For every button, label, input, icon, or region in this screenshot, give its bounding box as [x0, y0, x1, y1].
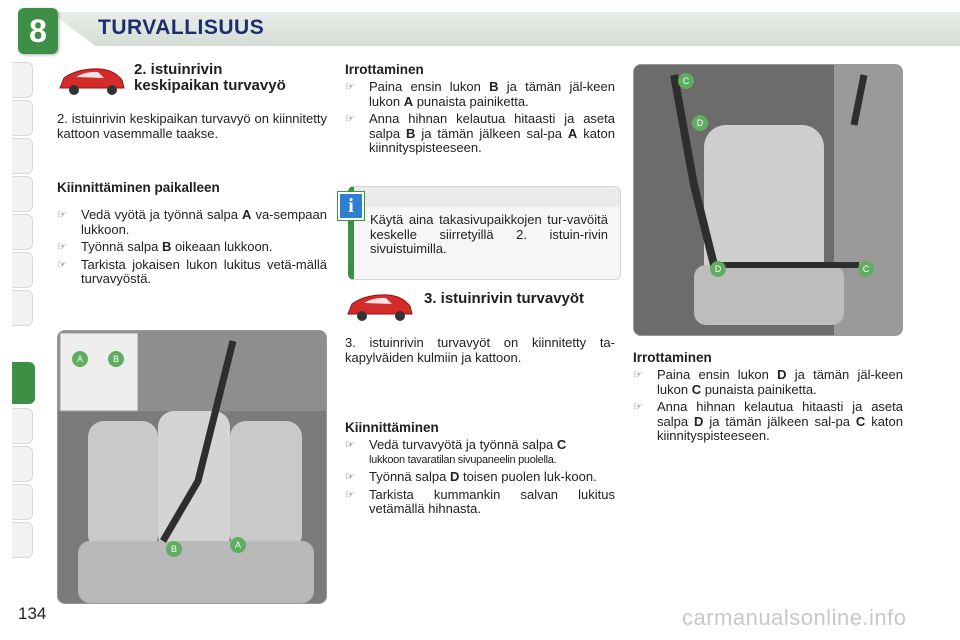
label-marker: A	[72, 351, 88, 367]
chapter-tab-active[interactable]	[12, 362, 35, 404]
subheading: Irrottaminen	[345, 62, 424, 77]
section-title-line: 2. istuinrivin	[134, 61, 223, 78]
release-steps	[345, 80, 615, 159]
step-text: punaista painiketta.	[701, 381, 817, 397]
part-letter: D	[694, 413, 704, 429]
list-item	[345, 112, 615, 156]
chapter-tab[interactable]	[12, 252, 33, 288]
list-item	[345, 438, 615, 467]
step-text: toisen puolen luk-koon.	[459, 469, 597, 484]
chapter-tab[interactable]	[12, 446, 33, 482]
chapter-tabs	[12, 62, 34, 578]
chapter-tab[interactable]	[12, 62, 33, 98]
bullet-hand-icon: ☞	[345, 439, 355, 451]
section-intro: 3. istuinrivin turvavyöt on kiinnitetty ta-kapylväiden kulmiin ja kattoon.	[345, 335, 615, 365]
bullet-hand-icon: ☞	[633, 401, 643, 413]
bullet-hand-icon: ☞	[345, 113, 355, 125]
subheading: Irrottaminen	[633, 350, 712, 365]
part-letter: C	[556, 437, 567, 452]
fasten-steps-third-row	[345, 438, 615, 520]
list-item	[57, 208, 327, 237]
car-icon	[56, 64, 128, 98]
part-letter: C	[855, 413, 866, 429]
section-intro: 2. istuinrivin keskipaikan turvavyö on kiinnitetty kattoon vasemmalle taakse.	[57, 111, 327, 141]
chapter-tab[interactable]	[12, 100, 33, 136]
chapter-tab[interactable]	[12, 522, 33, 558]
list-item	[345, 488, 615, 517]
part-letter: B	[161, 239, 172, 254]
list-item	[633, 400, 903, 444]
list-item	[345, 470, 615, 485]
step-text: Vedä turvavyötä ja työnnä salpa	[369, 437, 557, 452]
chapter-tab[interactable]	[12, 138, 33, 174]
step-text: Tarkista kummankin salvan lukitus vetämällä hihnasta.	[369, 486, 615, 516]
step-text: Työnnä salpa	[81, 239, 162, 254]
car-icon	[344, 290, 416, 324]
part-letter: A	[567, 125, 578, 141]
step-text: oikeaan lukkoon.	[171, 239, 273, 254]
step-text: Tarkista jokaisen lukon lukitus vetä-mällä turvavyöstä.	[81, 256, 327, 286]
bullet-hand-icon: ☞	[57, 258, 67, 271]
part-letter: B	[406, 125, 416, 141]
subheading: Kiinnittäminen	[345, 420, 439, 435]
page-number: 134	[18, 604, 47, 623]
photo-rear-seat-middle-belt	[57, 330, 327, 604]
step-text: ja tämän jälkeen sal-pa	[703, 413, 856, 429]
part-letter: A	[242, 207, 252, 222]
section-title: 3. istuinrivin turvavyöt	[424, 290, 585, 307]
label-marker: B	[166, 541, 182, 557]
part-letter: D	[777, 367, 787, 382]
bullet-hand-icon: ☞	[57, 241, 67, 253]
bullet-hand-icon: ☞	[633, 369, 643, 381]
seat-illustration	[58, 331, 326, 603]
step-text: ja tämän jälkeen sal-pa	[415, 125, 568, 141]
chapter-tab[interactable]	[12, 484, 33, 520]
chapter-tab[interactable]	[12, 214, 33, 250]
step-text: Työnnä salpa	[369, 469, 450, 484]
part-letter: B	[489, 79, 499, 94]
chapter-tab[interactable]	[12, 290, 33, 326]
chapter-tab[interactable]	[12, 176, 33, 212]
seat-illustration	[634, 65, 902, 335]
list-item	[57, 258, 327, 287]
step-text: Paina ensin lukon	[369, 79, 490, 94]
watermark: carmanualsonline.info	[682, 605, 907, 630]
bullet-hand-icon: ☞	[345, 488, 355, 501]
part-letter: C	[691, 381, 702, 397]
chapter-tab[interactable]	[12, 408, 33, 444]
step-text: Vedä vyötä ja työnnä salpa	[81, 207, 243, 222]
section-title	[134, 62, 286, 94]
label-marker: A	[230, 537, 246, 553]
step-text: katon kiinnityspisteeseen.	[657, 413, 903, 443]
label-marker: C	[678, 73, 694, 89]
subheading: Kiinnittäminen paikalleen	[57, 180, 220, 195]
step-text: katon kiinnityspisteeseen.	[369, 125, 615, 155]
list-item	[633, 368, 903, 397]
list-item	[57, 240, 327, 255]
fasten-steps	[57, 208, 327, 290]
step-text-small: lukkoon tavaratilan sivupaneelin puolella.	[369, 453, 557, 466]
release-steps-third-row	[633, 368, 903, 447]
step-text: punaista painiketta.	[413, 93, 529, 109]
list-item	[345, 80, 615, 109]
part-letter: D	[449, 469, 460, 484]
page-title: TURVALLISUUS	[98, 16, 265, 39]
chapter-number-badge: 8	[18, 8, 58, 54]
step-text: Anna hihnan kelautua hitaasti ja aseta salpa	[369, 111, 615, 141]
step-text: va-sempaan lukkoon.	[81, 207, 327, 237]
section-title-line: keskipaikan turvavyö	[134, 77, 286, 94]
photo-third-row-belts	[633, 64, 903, 336]
step-text: Paina ensin lukon	[657, 367, 778, 382]
step-text: Anna hihnan kelautua hitaasti ja aseta salpa	[657, 399, 903, 429]
label-marker: D	[710, 261, 726, 277]
info-icon: i	[338, 192, 364, 220]
bullet-hand-icon: ☞	[345, 81, 355, 93]
bullet-hand-icon: ☞	[57, 209, 67, 221]
label-marker: D	[692, 115, 708, 131]
label-marker: B	[108, 351, 124, 367]
bullet-hand-icon: ☞	[345, 471, 355, 483]
step-text: ja tämän jäl-keen lukon	[369, 79, 615, 109]
part-letter: A	[403, 93, 414, 109]
info-text: Käytä aina takasivupaikkojen tur-vavöitä keskelle siirretyillä 2. istuin-rivin sivuistuimilla.	[370, 212, 608, 256]
step-text: ja tämän jäl-keen lukon	[657, 367, 903, 397]
label-marker: C	[858, 261, 874, 277]
